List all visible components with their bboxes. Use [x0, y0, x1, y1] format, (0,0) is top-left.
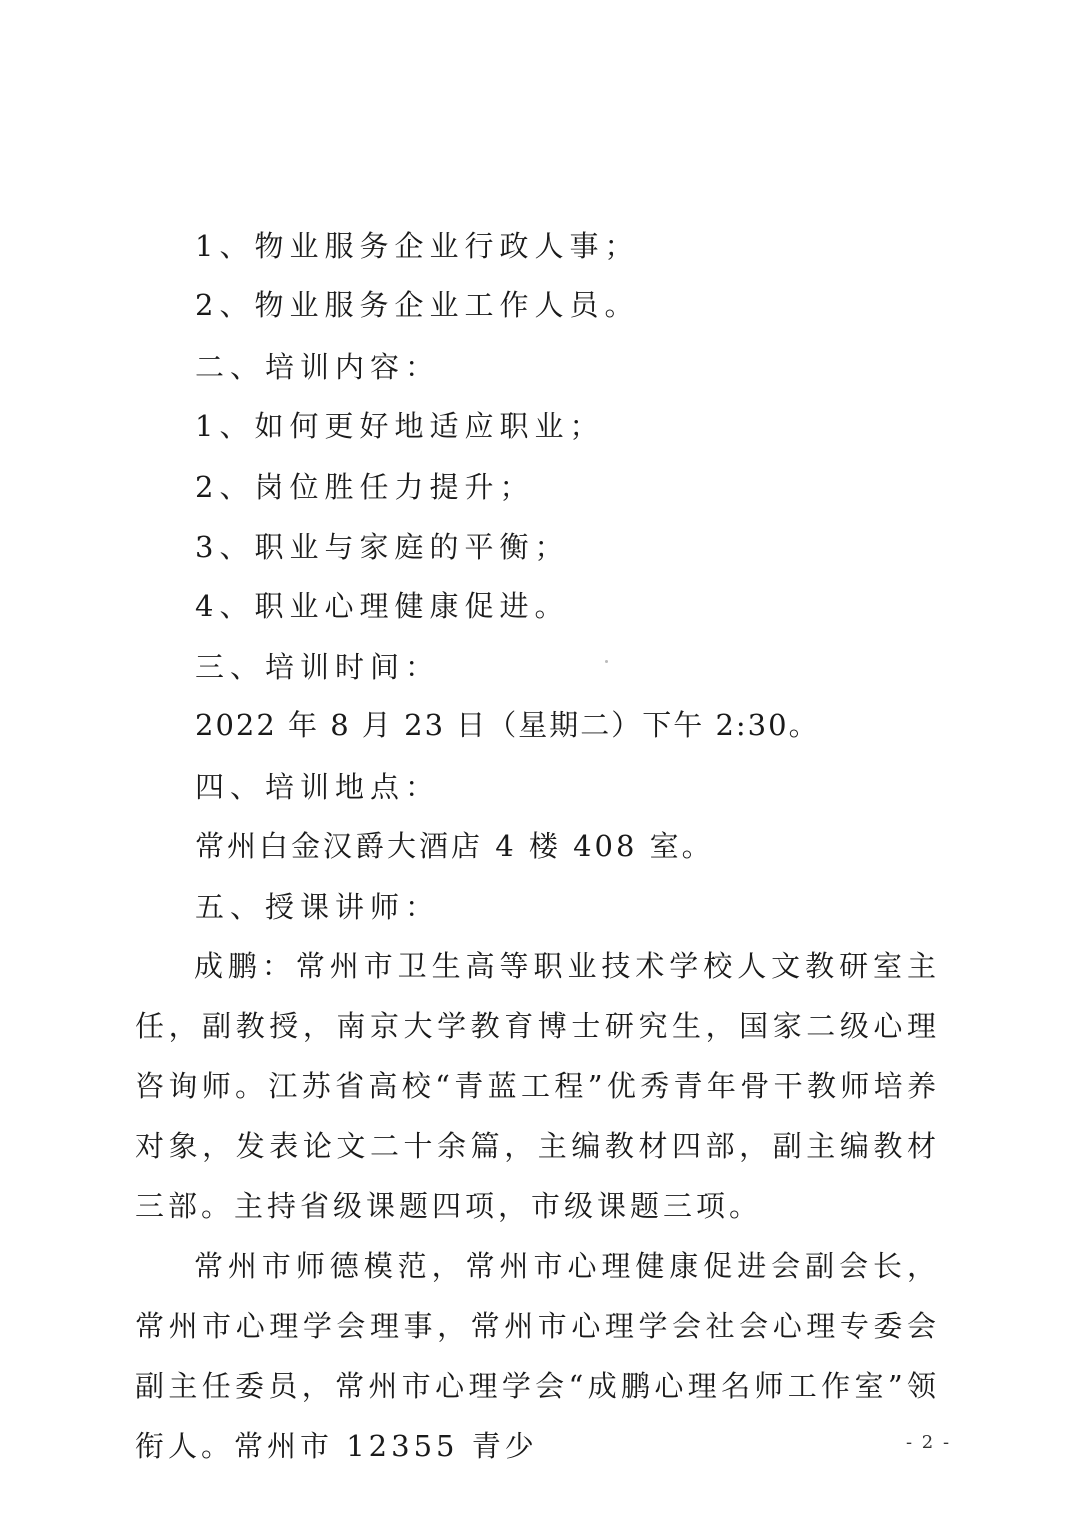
content-item-4: 4、职业心理健康促进。: [195, 589, 570, 623]
section-heading-content: 二、培训内容：: [195, 350, 441, 384]
training-location: 常州白金汉爵大酒店 4 楼 408 室。: [195, 829, 714, 863]
content-item-3: 3、职业与家庭的平衡；: [195, 530, 570, 564]
training-time: 2022 年 8 月 23 日（星期二）下午 2:30。: [195, 708, 820, 742]
lecturer-bio-paragraph-1: [135, 936, 940, 1236]
section-heading-location: 四、培训地点：: [195, 770, 441, 804]
section-heading-time: 三、培训时间：: [195, 650, 441, 684]
lecturer-bio-text-2: 常州市师德模范，常州市心理健康促进会副会长，常州市心理学会理事，常州市心理学会社会心理专委会副主任委员，常州市心理学会“成鹏心理名师工作室”领衔人。常州市 12355 青少: [135, 1249, 940, 1463]
lecturer-bio-text-1: 成鹏：常州市卫生高等职业技术学校人文教研室主任，副教授，南京大学教育博士研究生，国家二级心理咨询师。江苏省高校“青蓝工程”优秀青年骨干教师培养对象，发表论文二十余篇，主编教材四部，副主编教材三部。主持省级课题四项，市级课题三项。: [135, 949, 940, 1223]
content-item-2: 2、岗位胜任力提升；: [195, 470, 535, 504]
audience-item-1: 1、物业服务企业行政人事；: [195, 229, 640, 263]
page-number: - 2 -: [906, 1432, 952, 1453]
audience-item-2: 2、物业服务企业工作人员。: [195, 288, 640, 322]
lecturer-bio-paragraph-2: [135, 1236, 940, 1476]
section-heading-lecturer: 五、授课讲师：: [195, 890, 441, 924]
content-item-1: 1、如何更好地适应职业；: [195, 409, 605, 443]
scan-speck: [605, 660, 608, 663]
